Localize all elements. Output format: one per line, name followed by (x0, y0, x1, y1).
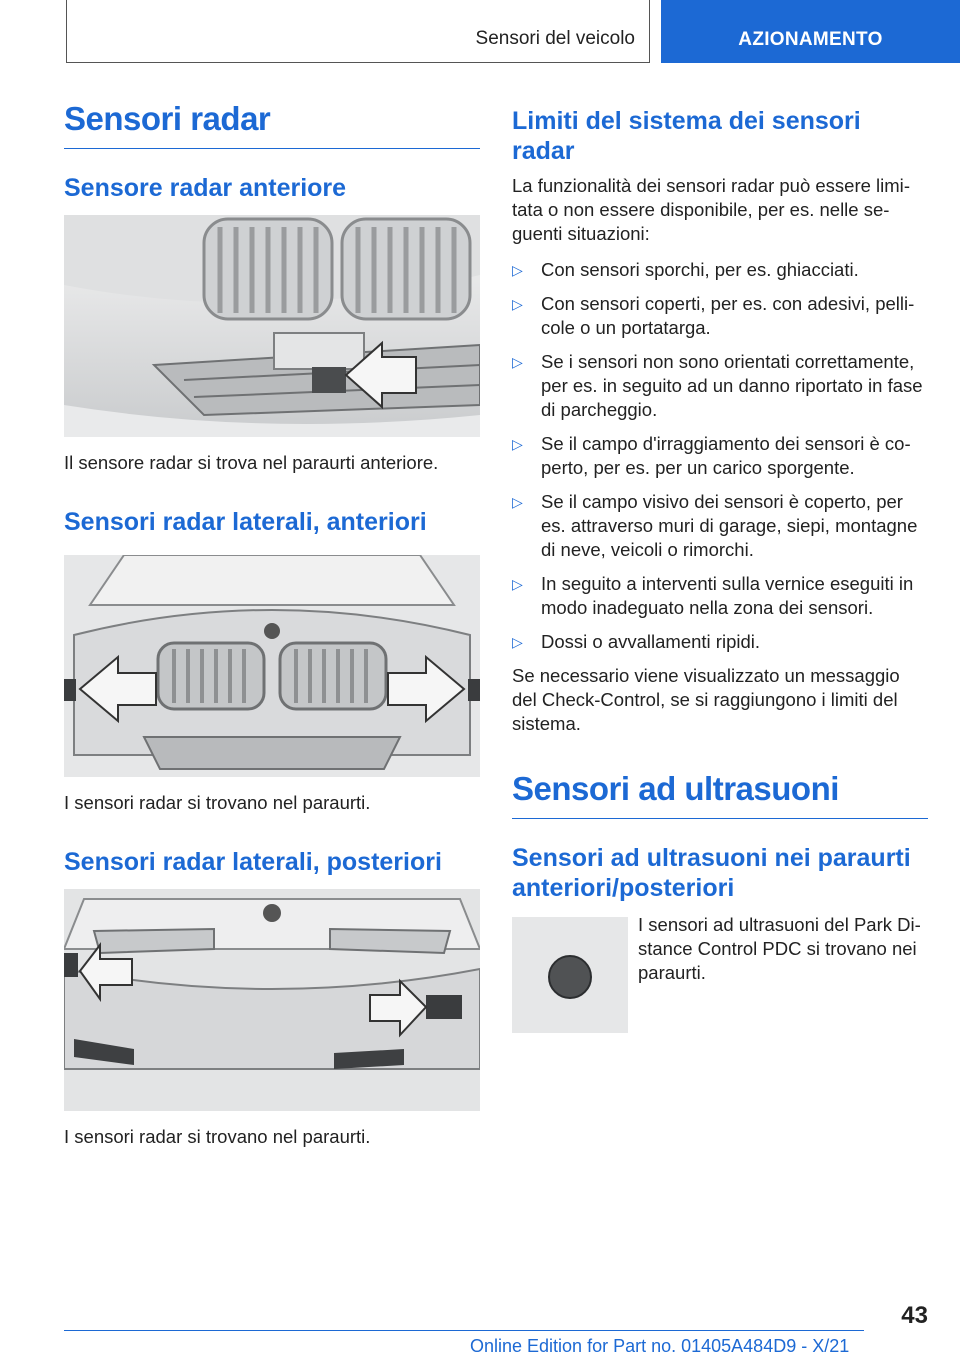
footer-divider (64, 1330, 864, 1331)
list-item: ▷ Se il campo visivo dei sensori è coperto, per es. attraverso muri di garage, siepi, montagne di neve, veicoli o rimorchi. (512, 491, 918, 560)
page-title: Sensori radar (64, 100, 480, 149)
section-title: Sensori del veicolo (475, 28, 635, 49)
rear-car-illustration (64, 889, 480, 1111)
heading-limits: Limiti del sistema dei sensori radar (512, 107, 861, 165)
heading-front-radar: Sensore radar anteriore (64, 174, 347, 202)
list-item: ▷ Con sensori sporchi, per es. ghiacciati. (512, 259, 859, 280)
list-item: ▷ Se il campo d'irraggiamento dei sensori è coperto, per es. per un carico sporgente. (512, 433, 911, 478)
list-item: ▷ In seguito a interventi sulla vernice eseguiti in modo inadeguato nella zona dei sensori. (512, 573, 914, 618)
bullet-icon: ▷ (512, 634, 523, 650)
bullet-icon: ▷ (512, 494, 523, 510)
right-column (512, 100, 928, 1033)
ultrasonic-title: Sensori ad ultrasuoni (512, 770, 928, 819)
caption-side-rear-radar: I sensori radar si trovano nel paraurti. (64, 1126, 371, 1147)
heading-side-rear-radar: Sensori radar laterali, posteriori (64, 848, 442, 876)
ultrasonic-sensor-icon (512, 917, 628, 1033)
front-car-illustration (64, 555, 480, 777)
list-item: ▷ Se i sensori non sono orientati correttamente, per es. in seguito ad un danno riportato in fase di parcheggio. (512, 351, 923, 420)
figure-side-front-radar (64, 555, 480, 777)
left-column (64, 100, 480, 1149)
chapter-title: AZIONAMENTO (738, 29, 883, 50)
bullet-icon: ▷ (512, 436, 523, 452)
bullet-icon: ▷ (512, 354, 523, 370)
page-number: 43 (901, 1302, 928, 1329)
figure-front-radar (64, 215, 480, 437)
front-bumper-illustration (64, 215, 480, 437)
header-section-title (66, 0, 650, 63)
ultrasonic-text: I sensori ad ultrasuoni del Park Distance Control PDC si trovano nei paraurti. (638, 914, 921, 983)
bullet-icon: ▷ (512, 262, 523, 278)
bullet-icon: ▷ (512, 296, 523, 312)
bullet-icon: ▷ (512, 576, 523, 592)
caption-side-front-radar: I sensori radar si trovano nel paraurti. (64, 792, 371, 813)
header-chapter-tab (661, 0, 960, 63)
heading-side-front-radar: Sensori radar laterali, anteriori (64, 508, 427, 536)
limits-outro: Se necessario viene visualizzato un messaggio del Check-Control, se si raggiungono i limiti del sistema. (512, 665, 900, 734)
footer-edition: Online Edition for Part no. 01405A484D9 - X/21 (470, 1336, 850, 1356)
list-item: ▷ Con sensori coperti, per es. con adesivi, pellicole o un portatarga. (512, 293, 915, 338)
limits-intro: La funzionalità dei sensori radar può essere limitata o non essere disponibile, per es. nelle seguenti situazioni: (512, 175, 910, 244)
list-item: ▷ Dossi o avvallamenti ripidi. (512, 631, 761, 652)
figure-side-rear-radar (64, 889, 480, 1111)
caption-front-radar: Il sensore radar si trova nel paraurti anteriore. (64, 452, 439, 473)
limits-list (512, 258, 928, 654)
figure-ultrasonic-sensor (512, 917, 628, 1033)
ultrasonic-block (512, 914, 928, 1033)
heading-ultrasonic: Sensori ad ultrasuoni nei paraurti anteriori/posteriori (512, 844, 911, 902)
